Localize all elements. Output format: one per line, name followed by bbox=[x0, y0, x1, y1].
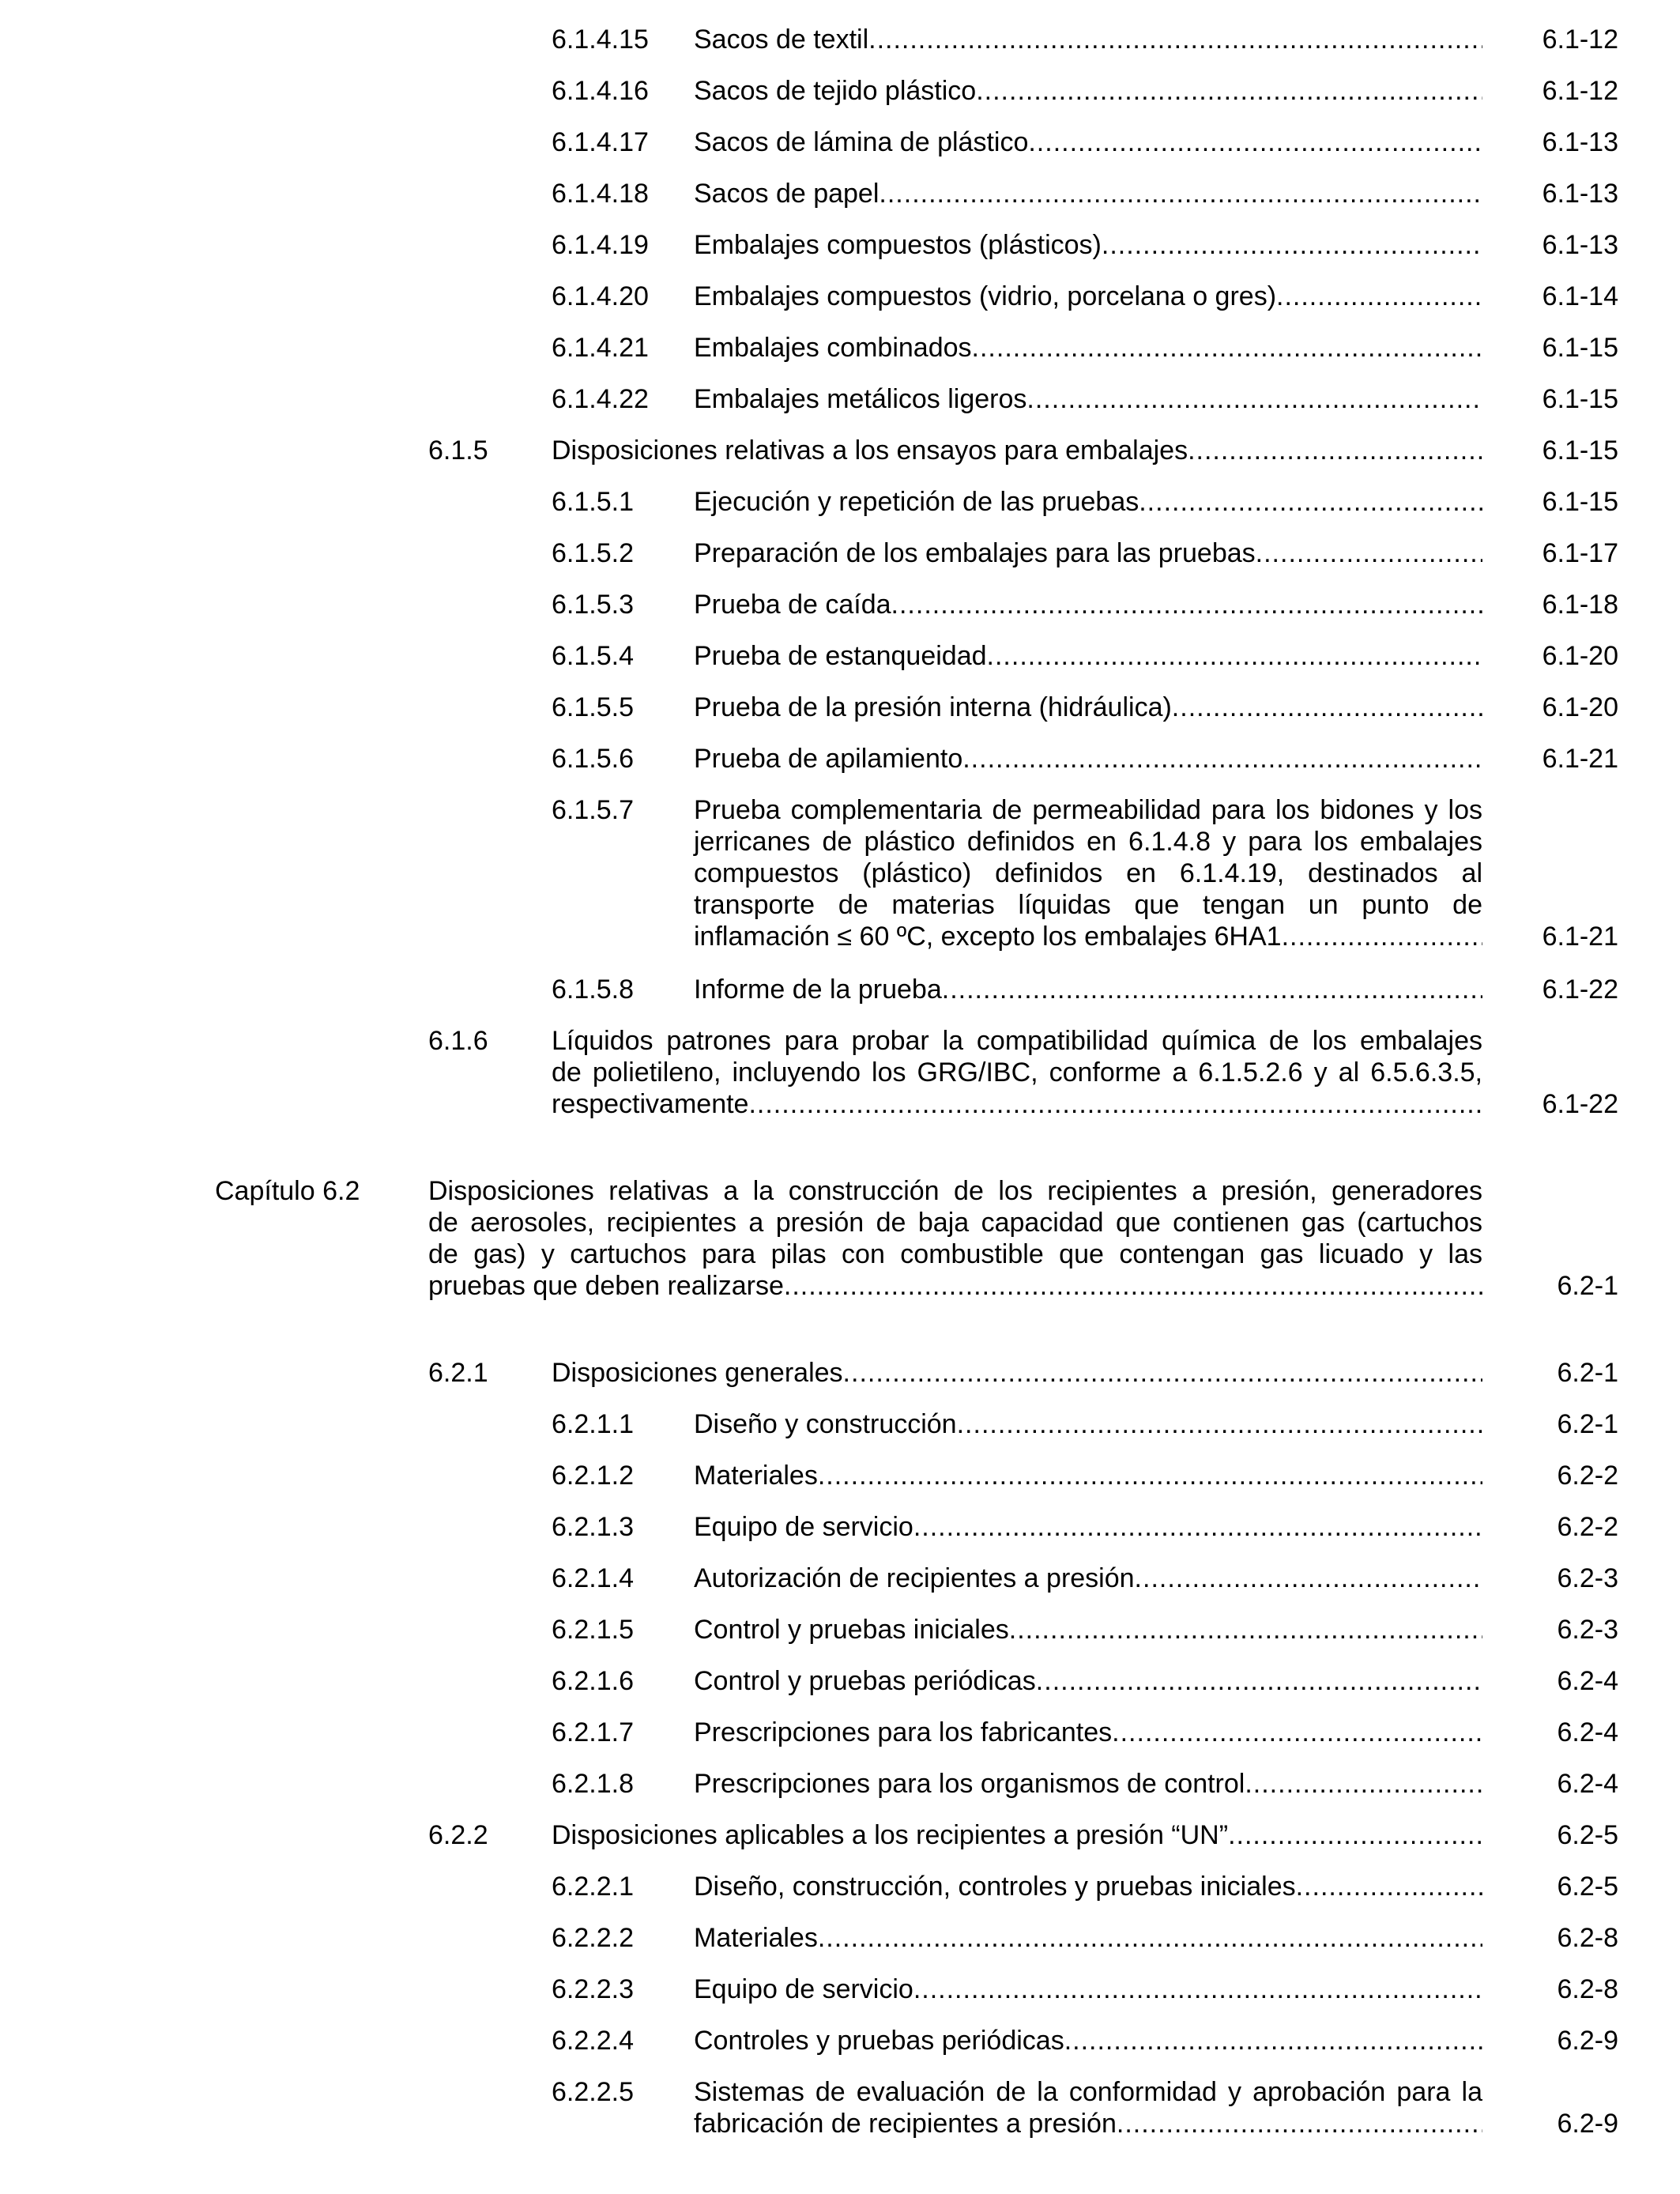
toc-number: 6.2.1.5 bbox=[552, 1615, 634, 1645]
toc-title-with-leader bbox=[694, 332, 1482, 364]
toc-title-text: Informe de la prueba bbox=[694, 974, 942, 1005]
toc-title bbox=[694, 1717, 1482, 1748]
toc-title-text: Embalajes metálicos ligeros bbox=[694, 384, 1027, 414]
dot-leader bbox=[843, 1357, 1482, 1389]
dot-leader bbox=[1139, 486, 1482, 518]
dot-leader bbox=[913, 1973, 1482, 2005]
toc-title-with-leader bbox=[428, 1270, 1482, 1302]
toc-number: 6.2.2.2 bbox=[552, 1923, 634, 1953]
toc-title bbox=[694, 1871, 1482, 1902]
toc-number: 6.2.1.2 bbox=[552, 1461, 634, 1491]
toc-title bbox=[552, 1025, 1482, 1120]
toc-title-text: Controles y pruebas periódicas bbox=[694, 2026, 1064, 2056]
dot-leader bbox=[1245, 1768, 1482, 1800]
toc-number: 6.2.1.4 bbox=[552, 1563, 634, 1593]
toc-title-line: jerricanes de plástico definidos en 6.1.4.8 y para los embalajes bbox=[694, 827, 1482, 857]
toc-number: 6.1.4.16 bbox=[552, 76, 649, 106]
dot-leader bbox=[942, 974, 1482, 1005]
toc-title-with-leader bbox=[694, 229, 1482, 261]
dot-leader bbox=[972, 332, 1482, 364]
toc-page-number: 6.1-13 bbox=[1542, 127, 1618, 157]
toc-page-number: 6.1-12 bbox=[1542, 76, 1618, 106]
toc-number: 6.2.2.3 bbox=[552, 1974, 634, 2004]
dot-leader bbox=[1064, 2025, 1482, 2056]
toc-title bbox=[694, 589, 1482, 620]
dot-leader bbox=[1256, 537, 1482, 569]
toc-title-text: fabricación de recipientes a presión bbox=[694, 2109, 1117, 2139]
toc-title-line: de gas) y cartuchos para pilas con combustible que contengan gas licuado y las bbox=[428, 1239, 1482, 1269]
toc-page-number: 6.2-9 bbox=[1557, 2109, 1618, 2139]
toc-title-text: Materiales bbox=[694, 1923, 818, 1953]
toc-title bbox=[694, 794, 1482, 952]
dot-leader bbox=[748, 1088, 1482, 1120]
toc-title bbox=[694, 1768, 1482, 1800]
toc-title-with-leader bbox=[694, 383, 1482, 415]
toc-title bbox=[694, 2025, 1482, 2056]
toc-title bbox=[694, 383, 1482, 415]
dot-leader bbox=[1276, 281, 1482, 312]
dot-leader bbox=[1117, 2108, 1482, 2139]
toc-title bbox=[694, 537, 1482, 569]
toc-title-text: Sacos de tejido plástico bbox=[694, 76, 977, 106]
toc-title-line: Líquidos patrones para probar la compatibilidad química de los embalajes bbox=[552, 1026, 1482, 1056]
toc-page-number: 6.2-8 bbox=[1557, 1974, 1618, 2004]
toc-page-number: 6.1-15 bbox=[1542, 487, 1618, 517]
toc-number: 6.2.1.1 bbox=[552, 1409, 634, 1439]
toc-title bbox=[694, 229, 1482, 261]
dot-leader bbox=[1172, 692, 1482, 723]
toc-title-with-leader bbox=[552, 1357, 1482, 1389]
toc-title bbox=[694, 75, 1482, 107]
toc-title-text: Control y pruebas iniciales bbox=[694, 1615, 1009, 1645]
toc-title-text: Disposiciones aplicables a los recipientes a presión “UN” bbox=[552, 1820, 1229, 1850]
toc-number: 6.2.1.8 bbox=[552, 1769, 634, 1799]
toc-title-text: Embalajes compuestos (plásticos) bbox=[694, 230, 1102, 260]
toc-title-text: Embalajes combinados bbox=[694, 333, 972, 363]
toc-page-number: 6.2-3 bbox=[1557, 1615, 1618, 1645]
toc-number: 6.1.5.2 bbox=[552, 538, 634, 568]
toc-number: 6.2.1 bbox=[428, 1358, 488, 1388]
toc-title-with-leader bbox=[694, 1973, 1482, 2005]
dot-leader bbox=[891, 589, 1482, 620]
dot-leader bbox=[987, 640, 1482, 672]
toc-title-with-leader bbox=[694, 743, 1482, 775]
toc-page-number: 6.1-12 bbox=[1542, 25, 1618, 55]
toc-page-number: 6.2-1 bbox=[1557, 1358, 1618, 1388]
toc-title-with-leader bbox=[694, 1614, 1482, 1646]
toc-number: 6.1.5.1 bbox=[552, 487, 634, 517]
toc-title-text: Autorización de recipientes a presión bbox=[694, 1563, 1135, 1593]
toc-title bbox=[428, 1175, 1482, 1302]
toc-title-text: inflamación ≤ 60 ºC, excepto los embalajes 6HA1 bbox=[694, 922, 1282, 952]
toc-number: 6.1.5.5 bbox=[552, 692, 634, 722]
toc-page-number: 6.1-13 bbox=[1542, 179, 1618, 209]
toc-title-text: Prueba de la presión interna (hidráulica) bbox=[694, 692, 1172, 722]
dot-leader bbox=[913, 1511, 1482, 1543]
toc-title-with-leader bbox=[694, 2025, 1482, 2056]
toc-title-with-leader bbox=[694, 537, 1482, 569]
dot-leader bbox=[1028, 126, 1482, 158]
toc-title bbox=[694, 1460, 1482, 1491]
toc-page-number: 6.2-2 bbox=[1557, 1461, 1618, 1491]
toc-title bbox=[694, 1563, 1482, 1594]
toc-title-text: pruebas que deben realizarse bbox=[428, 1271, 784, 1301]
dot-leader bbox=[1135, 1563, 1482, 1594]
dot-leader bbox=[1228, 1819, 1482, 1851]
toc-page-number: 6.1-15 bbox=[1542, 435, 1618, 466]
toc-number: 6.2.1.3 bbox=[552, 1512, 634, 1542]
toc-title bbox=[694, 486, 1482, 518]
toc-number: 6.2.1.7 bbox=[552, 1717, 634, 1747]
toc-title bbox=[694, 1922, 1482, 1954]
toc-number: 6.1.5.3 bbox=[552, 590, 634, 620]
toc-title-text: Sacos de lámina de plástico bbox=[694, 127, 1029, 157]
toc-page-number: 6.2-9 bbox=[1557, 2026, 1618, 2056]
toc-page-number: 6.2-4 bbox=[1557, 1666, 1618, 1696]
toc-number: 6.1.5.7 bbox=[552, 795, 634, 825]
toc-title-text: Control y pruebas periódicas bbox=[694, 1666, 1036, 1696]
dot-leader bbox=[1026, 383, 1482, 415]
toc-page-number: 6.1-17 bbox=[1542, 538, 1618, 568]
toc-title-with-leader bbox=[694, 75, 1482, 107]
toc-page-number: 6.1-21 bbox=[1542, 922, 1618, 952]
dot-leader bbox=[879, 178, 1482, 209]
toc-title-text: Ejecución y repetición de las pruebas bbox=[694, 487, 1139, 517]
toc-title-with-leader bbox=[694, 974, 1482, 1005]
toc-title-with-leader bbox=[694, 589, 1482, 620]
toc-number: 6.1.4.21 bbox=[552, 333, 649, 363]
toc-title-text: Prescripciones para los organismos de control bbox=[694, 1769, 1245, 1799]
toc-title-line: transporte de materias líquidas que tengan un punto de bbox=[694, 890, 1482, 920]
dot-leader bbox=[1112, 1717, 1482, 1748]
toc-title-with-leader bbox=[694, 1768, 1482, 1800]
toc-title-with-leader bbox=[694, 2108, 1482, 2139]
toc-title bbox=[694, 1973, 1482, 2005]
toc-title-with-leader bbox=[694, 1922, 1482, 1954]
toc-title-text: Diseño y construcción bbox=[694, 1409, 957, 1439]
toc-title-text: Sacos de papel bbox=[694, 179, 880, 209]
toc-page-number: 6.2-3 bbox=[1557, 1563, 1618, 1593]
toc-title-with-leader bbox=[552, 435, 1482, 466]
toc-number: 6.1.4.22 bbox=[552, 384, 649, 414]
toc-page-number: 6.2-2 bbox=[1557, 1512, 1618, 1542]
toc-title-with-leader bbox=[694, 126, 1482, 158]
toc-page-number: 6.2-1 bbox=[1557, 1409, 1618, 1439]
toc-title-line: de polietileno, incluyendo los GRG/IBC, conforme a 6.1.5.2.6 y al 6.5.6.3.5, bbox=[552, 1057, 1482, 1088]
toc-title-with-leader bbox=[694, 1408, 1482, 1440]
toc-title-with-leader bbox=[694, 178, 1482, 209]
toc-title bbox=[552, 1819, 1482, 1851]
dot-leader bbox=[1009, 1614, 1482, 1646]
toc-title-with-leader bbox=[694, 1717, 1482, 1748]
toc-title-text: Prueba de caída bbox=[694, 590, 891, 620]
toc-title-text: Disposiciones generales bbox=[552, 1358, 843, 1388]
toc-title-line: Disposiciones relativas a la construcción de los recipientes a presión, generadores bbox=[428, 1176, 1482, 1206]
toc-page-number: 6.1-22 bbox=[1542, 974, 1618, 1005]
toc-page-number: 6.1-21 bbox=[1542, 744, 1618, 774]
toc-title bbox=[694, 1408, 1482, 1440]
toc-title-with-leader bbox=[552, 1088, 1482, 1120]
toc-number: 6.2.2 bbox=[428, 1820, 488, 1850]
toc-title-with-leader bbox=[694, 921, 1482, 952]
toc-page-number: 6.2-5 bbox=[1557, 1872, 1618, 1902]
dot-leader bbox=[1282, 921, 1482, 952]
toc-title bbox=[694, 640, 1482, 672]
toc-title bbox=[694, 178, 1482, 209]
toc-number: 6.1.4.17 bbox=[552, 127, 649, 157]
toc-title-with-leader bbox=[694, 1871, 1482, 1902]
toc-title bbox=[694, 974, 1482, 1005]
toc-title-text: Equipo de servicio bbox=[694, 1512, 913, 1542]
toc-page-number: 6.1-20 bbox=[1542, 692, 1618, 722]
dot-leader bbox=[1296, 1871, 1482, 1902]
toc-title bbox=[694, 24, 1482, 55]
toc-title-with-leader bbox=[694, 1563, 1482, 1594]
toc-title bbox=[694, 743, 1482, 775]
toc-number: 6.2.2.1 bbox=[552, 1872, 634, 1902]
toc-title bbox=[694, 1614, 1482, 1646]
dot-leader bbox=[868, 24, 1482, 55]
toc-number: 6.1.4.19 bbox=[552, 230, 649, 260]
toc-title-text: Sacos de textil bbox=[694, 25, 869, 55]
toc-page-number: 6.2-4 bbox=[1557, 1717, 1618, 1747]
toc-number: 6.1.5 bbox=[428, 435, 488, 466]
dot-leader bbox=[818, 1922, 1482, 1954]
toc-number: 6.1.4.18 bbox=[552, 179, 649, 209]
toc-title-text: Prueba de apilamiento bbox=[694, 744, 963, 774]
toc-page-number: 6.1-15 bbox=[1542, 333, 1618, 363]
toc-title-text: Prescripciones para los fabricantes bbox=[694, 1717, 1113, 1747]
toc-number: Capítulo 6.2 bbox=[215, 1176, 360, 1206]
toc-number: 6.2.2.5 bbox=[552, 2077, 634, 2107]
toc-title bbox=[552, 435, 1482, 466]
toc-page-number: 6.1-14 bbox=[1542, 281, 1618, 311]
toc-number: 6.1.4.20 bbox=[552, 281, 649, 311]
toc-page-number: 6.1-18 bbox=[1542, 590, 1618, 620]
toc-title-with-leader bbox=[694, 1511, 1482, 1543]
toc-title-text: Disposiciones relativas a los ensayos para embalajes bbox=[552, 435, 1188, 466]
toc-title bbox=[694, 126, 1482, 158]
toc-title-with-leader bbox=[694, 486, 1482, 518]
toc-page-number: 6.1-13 bbox=[1542, 230, 1618, 260]
toc-page-number: 6.2-4 bbox=[1557, 1769, 1618, 1799]
toc-title-line: Prueba complementaria de permeabilidad para los bidones y los bbox=[694, 795, 1482, 825]
toc-title bbox=[694, 692, 1482, 723]
toc-page-number: 6.2-8 bbox=[1557, 1923, 1618, 1953]
toc-number: 6.1.5.6 bbox=[552, 744, 634, 774]
toc-title-text: Embalajes compuestos (vidrio, porcelana o gres) bbox=[694, 281, 1277, 311]
toc-title-with-leader bbox=[694, 24, 1482, 55]
toc-title bbox=[694, 281, 1482, 312]
dot-leader bbox=[818, 1460, 1482, 1491]
dot-leader bbox=[976, 75, 1482, 107]
toc-title bbox=[694, 1511, 1482, 1543]
toc-title-with-leader bbox=[552, 1819, 1482, 1851]
toc-title-text: respectivamente bbox=[552, 1089, 749, 1119]
toc-title-with-leader bbox=[694, 692, 1482, 723]
toc-title-text: Equipo de servicio bbox=[694, 1974, 913, 2004]
toc-number: 6.2.1.6 bbox=[552, 1666, 634, 1696]
dot-leader bbox=[1188, 435, 1482, 466]
toc-number: 6.1.6 bbox=[428, 1026, 488, 1056]
toc-number: 6.1.5.4 bbox=[552, 641, 634, 671]
toc-number: 6.1.4.15 bbox=[552, 25, 649, 55]
dot-leader bbox=[784, 1270, 1482, 1302]
toc-title-text: Diseño, construcción, controles y pruebas iniciales bbox=[694, 1872, 1296, 1902]
toc-title bbox=[694, 332, 1482, 364]
dot-leader bbox=[962, 743, 1482, 775]
dot-leader bbox=[1036, 1665, 1482, 1697]
toc-number: 6.1.5.8 bbox=[552, 974, 634, 1005]
toc-title-with-leader bbox=[694, 1665, 1482, 1697]
toc-title-text: Preparación de los embalajes para las pruebas bbox=[694, 538, 1256, 568]
toc-title-with-leader bbox=[694, 281, 1482, 312]
toc-title bbox=[694, 2076, 1482, 2139]
toc-page-number: 6.1-20 bbox=[1542, 641, 1618, 671]
toc-page-number: 6.1-15 bbox=[1542, 384, 1618, 414]
toc-title-line: compuestos (plástico) definidos en 6.1.4.19, destinados al bbox=[694, 858, 1482, 888]
toc-title-line: Sistemas de evaluación de la conformidad y aprobación para la bbox=[694, 2077, 1482, 2107]
toc-title-with-leader bbox=[694, 640, 1482, 672]
toc-page-number: 6.1-22 bbox=[1542, 1089, 1618, 1119]
toc-page-number: 6.2-1 bbox=[1557, 1271, 1618, 1301]
toc-title bbox=[694, 1665, 1482, 1697]
toc-title bbox=[552, 1357, 1482, 1389]
toc-title-text: Materiales bbox=[694, 1461, 818, 1491]
toc-title-with-leader bbox=[694, 1460, 1482, 1491]
dot-leader bbox=[957, 1408, 1482, 1440]
dot-leader bbox=[1102, 229, 1482, 261]
toc-title-text: Prueba de estanqueidad bbox=[694, 641, 987, 671]
toc-page-number: 6.2-5 bbox=[1557, 1820, 1618, 1850]
toc-number: 6.2.2.4 bbox=[552, 2026, 634, 2056]
toc-title-line: de aerosoles, recipientes a presión de baja capacidad que contienen gas (cartuchos bbox=[428, 1208, 1482, 1238]
